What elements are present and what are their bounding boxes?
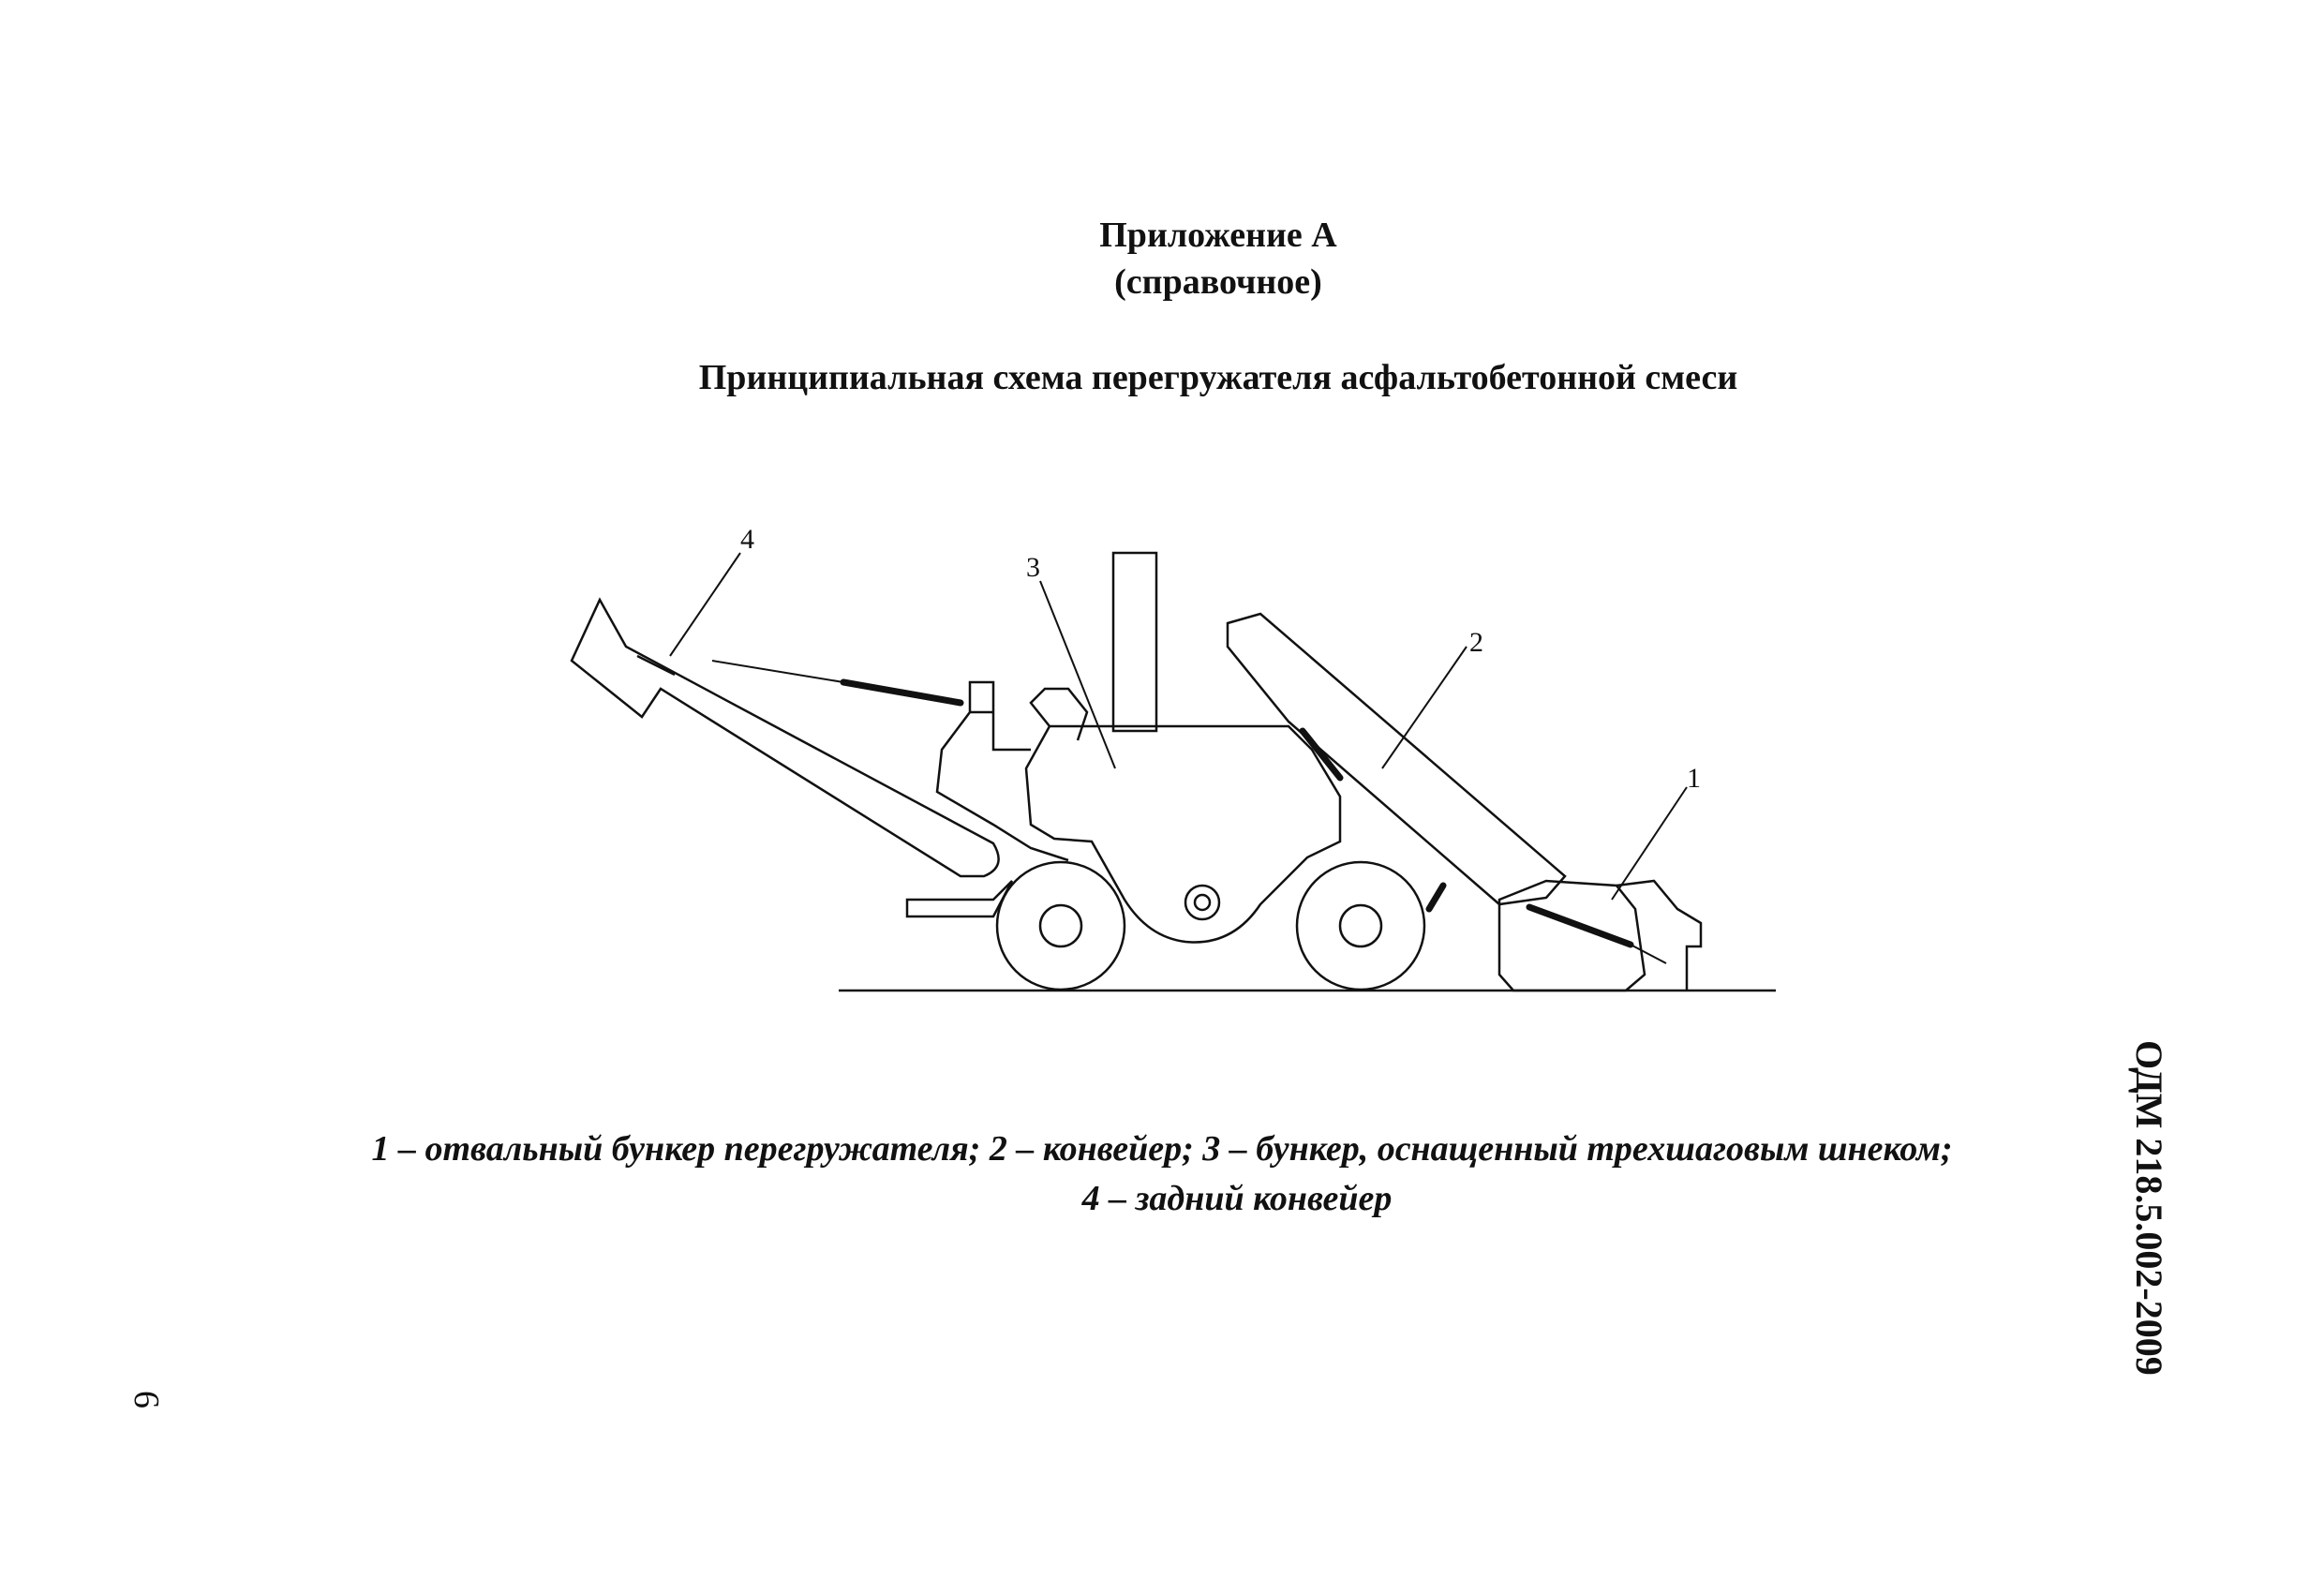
callout-1: 1 [1687, 763, 1701, 794]
dump-hopper-rod-2 [1631, 945, 1666, 963]
rear-wheel [997, 862, 1125, 990]
figure-caption-line-1: 1 – отвальный бункер перегружателя; 2 – конвейер; 3 – бункер, оснащенный трехшаговым шнеком; [371, 1129, 1953, 1169]
callout-leader-4 [670, 553, 740, 656]
exhaust-stack [1113, 553, 1156, 731]
front-conveyor-rod [1303, 731, 1340, 778]
front-conveyor-strut [1429, 886, 1443, 909]
front-conveyor [1228, 614, 1565, 904]
callout-leader-1 [1612, 787, 1687, 900]
front-wheel [1297, 862, 1424, 990]
loader-schematic-diagram [544, 525, 1799, 1012]
document-code: ОДМ 218.5.002-2009 [2128, 1040, 2170, 1376]
rear-conveyor-edge [637, 656, 675, 675]
callout-3: 3 [1026, 552, 1040, 583]
callout-2: 2 [1469, 627, 1483, 658]
auger-hub-inner [1195, 895, 1210, 910]
rear-skid [907, 881, 1012, 916]
front-wheel-hub [1340, 905, 1381, 946]
rear-conveyor-support-1 [712, 661, 843, 682]
appendix-title: Приложение А [1099, 216, 1337, 255]
figure-caption-line-2: 4 – задний конвейер [1081, 1179, 1393, 1218]
operator-cab [1031, 689, 1087, 740]
callout-leader-2 [1382, 647, 1467, 768]
auger-hub [1185, 886, 1219, 919]
page-number: 6 [127, 1391, 166, 1408]
dump-hopper [1499, 881, 1645, 991]
dump-hopper-front [1616, 881, 1701, 991]
dump-hopper-rod [1529, 907, 1631, 945]
rear-wheel-hub [1040, 905, 1081, 946]
appendix-subtitle: (справочное) [1114, 262, 1322, 302]
rear-frame [937, 682, 1068, 860]
rear-conveyor-rod [843, 682, 961, 703]
callout-4: 4 [740, 525, 754, 555]
rear-conveyor [572, 600, 999, 876]
scheme-title: Принципиальная схема перегружателя асфальтобетонной смеси [698, 358, 1738, 397]
